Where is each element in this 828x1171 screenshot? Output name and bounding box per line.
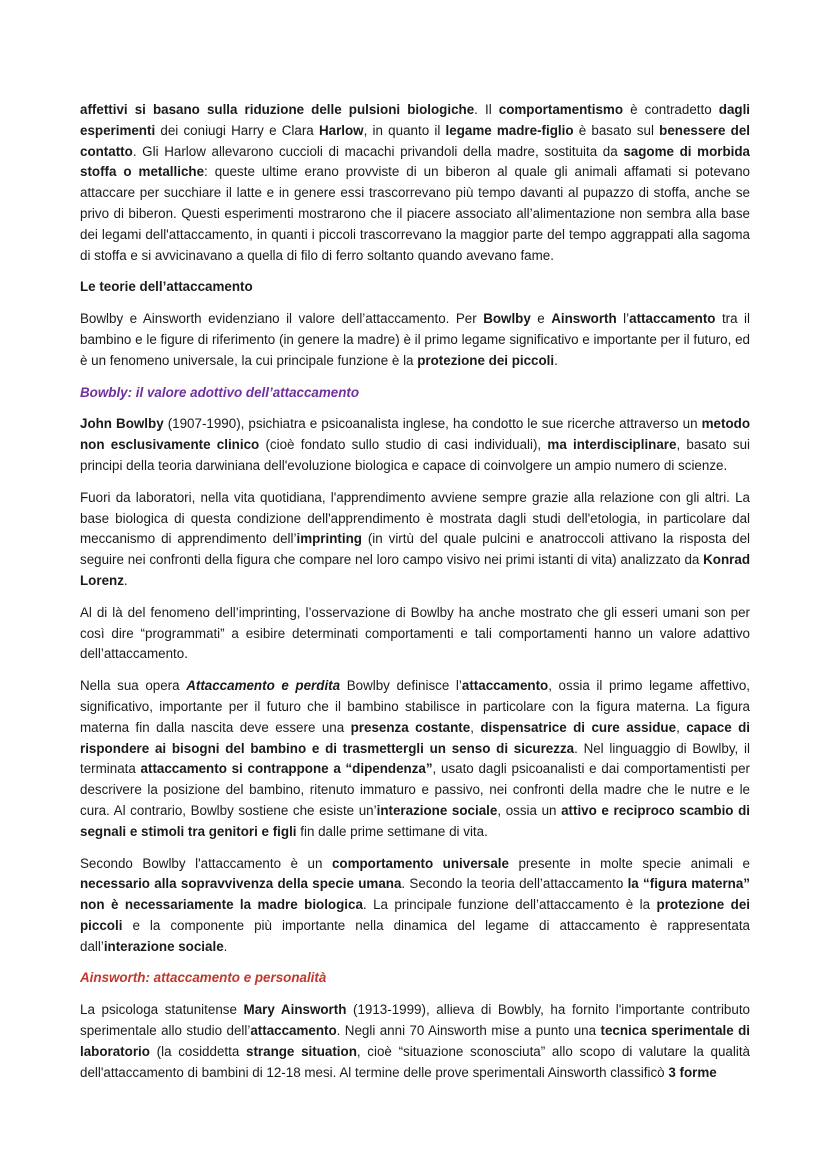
subheading-ainsworth: Ainsworth: attaccamento e personalità: [80, 970, 327, 986]
paragraph-comportamento-universale: Secondo Bowlby l'attaccamento è un comportamento universale presente in molte specie animali e necessario alla sopravvivenza della specie umana. Secondo la teoria dell’attaccamento la “figura materna” non è necessariamente la madre biologica. La principale funzione dell’attaccamento è la protezione dei piccoli e la componente più importante nella dinamica del legame di attaccamento è rappresentata dall’interazione sociale.: [80, 855, 751, 954]
paragraph-harlow: affettivi si basano sulla riduzione delle pulsioni biologiche. Il comportamentismo è contradetto dagli esperimenti dei coniugi Harry e Clara Harlow, in quanto il legame madre-figlio è basato sul benessere del contatto. Gli Harlow allevarono cuccioli di macachi privandoli della madre, sostituita da sagome di morbida stoffa o metalliche: queste ultime erano provviste di un biberon al quale gli animali affamati si potevano attaccare per succhiare il latte e in genere essi trascorrevano più tempo davanti al pupazzo di stoffa, anche se privo di biberon. Questi esperimenti mostrarono che il piacere associato all’alimentazione non sembra alla base dei legami dell'attaccamento, in quanti i piccoli trascorrevano la maggior parte del tempo aggrappati alla sagoma di stoffa e si avvicinavano a quella di filo di ferro soltanto quando avevano fame.: [80, 102, 751, 263]
section-heading-teorie: Le teorie dell’attaccamento: [80, 279, 253, 295]
paragraph-attaccamento-perdita: Nella sua opera Attaccamento e perdita Bowlby definisce l’attaccamento, ossia il primo legame affettivo, significativo, importante per il futuro che il bambino stabilisce in particolare con la figura materna. La figura materna fin dalla nascita deve essere una presenza costante, dispensatrice di cure assidue, capace di rispondere ai bisogni del bambino e di trasmettergli un senso di sicurezza. Nel linguaggio di Bowlby, il terminata attaccamento si contrappone a “dipendenza”, usato dagli psicoanalisti e dai comportamentisti per descrivere la posizione del bambino, ritenuto immaturo e passivo, nei confronti della madre che le nutre e le cura. Al contrario, Bowlby sostiene che esiste un’interazione sociale, ossia un attivo e reciproco scambio di segnali e stimoli tra genitori e figli fin dalle prime settimane di vita.: [80, 678, 750, 839]
paragraph-programmati: Al di là del fenomeno dell’imprinting, l’osservazione di Bowlby ha anche mostrato che gli esseri umani son per così dire “programmati” a esibire determinati comportamenti e tali comportamenti hanno un valore adattivo dell’attaccamento.: [80, 604, 750, 662]
paragraph-mary-ainsworth: La psicologa statunitense Mary Ainsworth (1913-1999), allieva di Bowbly, ha fornito l'importante contributo sperimentale allo studio dell’attaccamento. Negli anni 70 Ainsworth mise a punto una tecnica sperimentale di laboratorio (la cosiddetta strange situation, cioè “situazione sconosciuta” allo scopo di valutare la qualità dell'attaccamento di bambini di 12-18 mesi. Al termine delle prove sperimentali Ainsworth classificò 3 forme: [80, 1002, 750, 1080]
subheading-bowlby: Bowbly: il valore adottivo dell’attaccamento: [80, 384, 360, 400]
paragraph-john-bowlby: John Bowlby (1907-1990), psichiatra e psicoanalista inglese, ha condotto le sue ricerche attraverso un metodo non esclusivamente clinico (cioè fondato sullo studio di casi individuali), ma interdisciplinare, basato sui principi della teoria darwiniana dell'evoluzione biologica e capace di coinvolgere un ampio numero di scienze.: [80, 416, 750, 473]
paragraph-bowlby-ainsworth: Bowlby e Ainsworth evidenziano il valore dell’attaccamento. Per Bowlby e Ainsworth l’attaccamento tra il bambino e le figure di riferimento (in genere la madre) è il primo legame significativo e importante per il futuro, ed è un fenomeno universale, la cui principale funzione è la protezione dei piccoli.: [80, 311, 751, 368]
paragraph-imprinting: Fuori da laboratori, nella vita quotidiana, l'apprendimento avviene sempre grazie alla relazione con gli altri. La base biologica di questa condizione dell'apprendimento è mostrata dagli studi dell'etologia, in particolare dal meccanismo di apprendimento dell’imprinting (in virtù del quale pulcini e anatroccoli attivano la risposta del seguire nei confronti della figura che compare nel loro campo visivo nei primi istanti di vita) analizzato da Konrad Lorenz.: [80, 489, 750, 588]
